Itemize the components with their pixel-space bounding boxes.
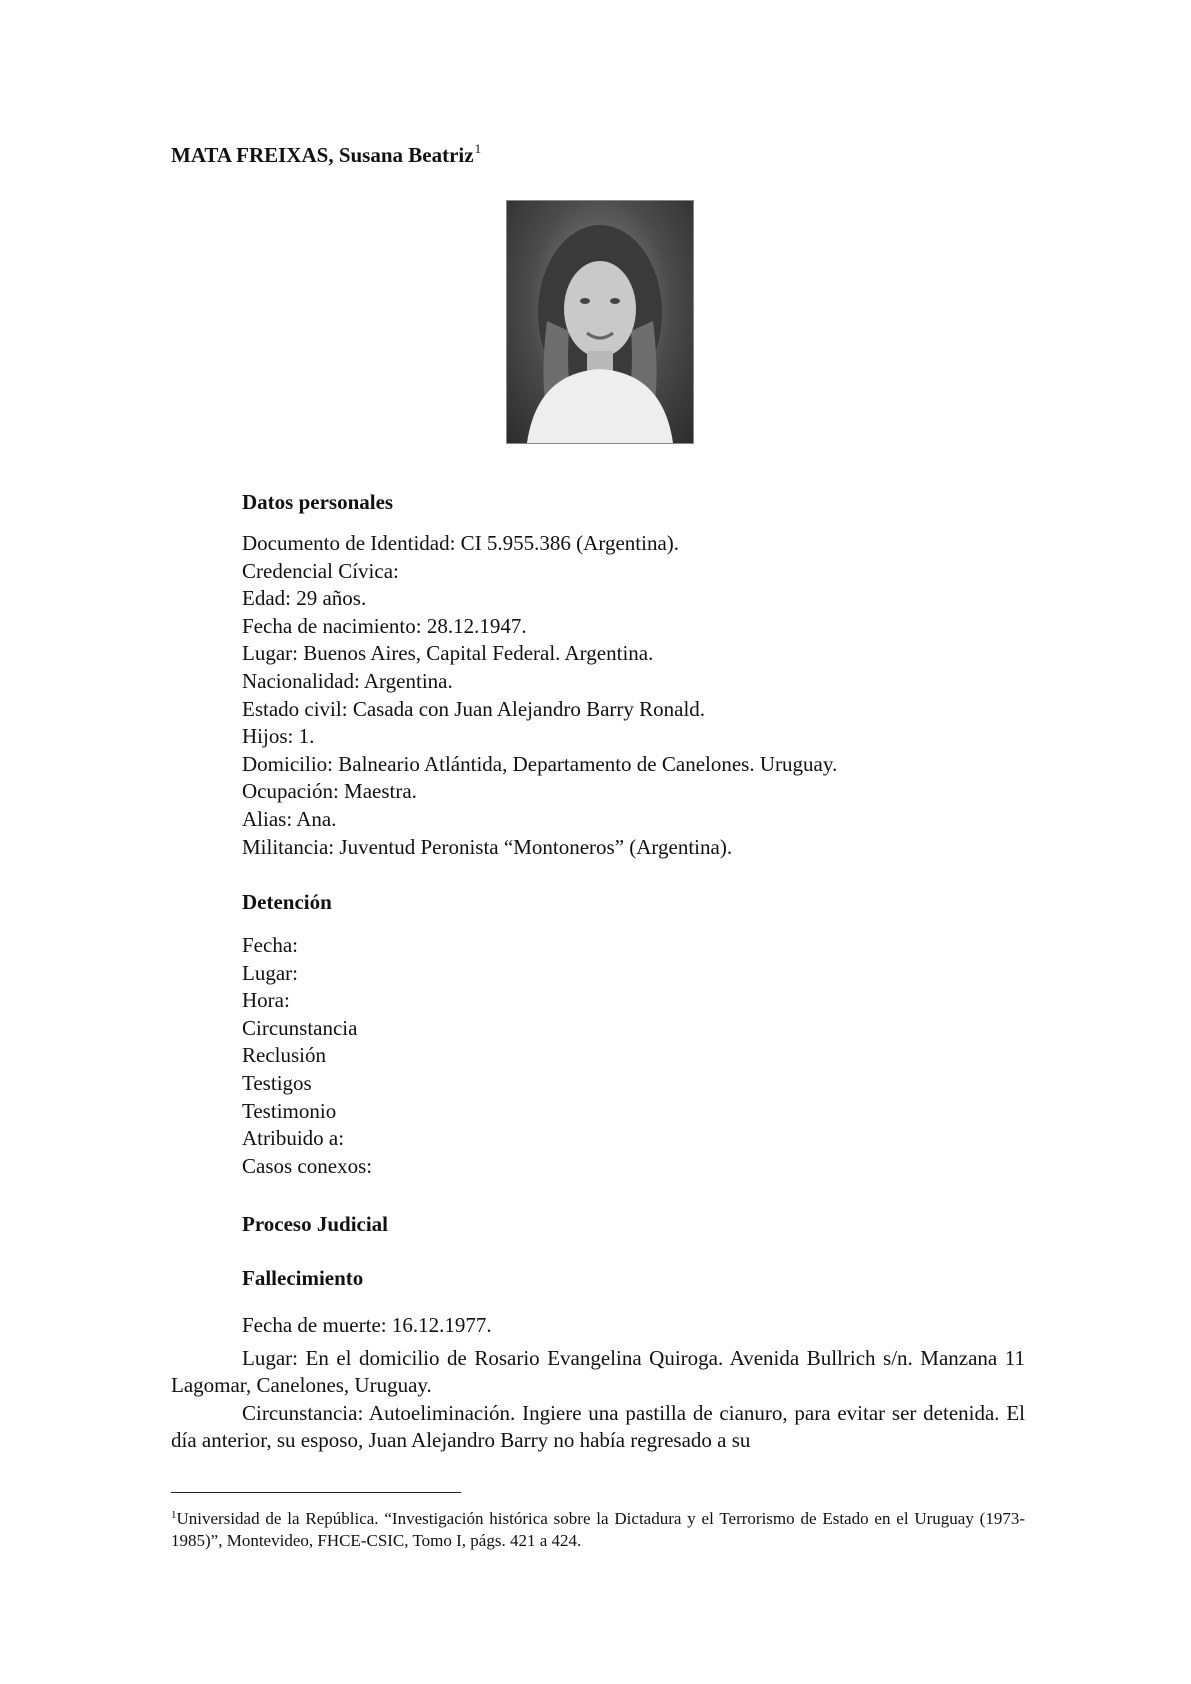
datos-line: Domicilio: Balneario Atlántida, Departamento de Canelones. Uruguay. xyxy=(242,751,838,776)
detencion-list xyxy=(242,932,372,1180)
detencion-line: Hora: xyxy=(242,988,290,1013)
circunstancia-paragraph: Circunstancia: Autoeliminación. Ingiere una pastilla de cianuro, para evitar ser detenida. El día anterior, su esposo, Juan Alejandro Barry no había regresado a su xyxy=(171,1401,1025,1452)
datos-line: Credencial Cívica: xyxy=(242,558,399,583)
detencion-line: Testigos xyxy=(242,1070,312,1095)
datos-line: Estado civil: Casada con Juan Alejandro Barry Ronald. xyxy=(242,696,706,721)
detencion-line: Fecha: xyxy=(242,933,298,957)
datos-personales-list xyxy=(242,530,837,861)
fecha-muerte xyxy=(242,1312,492,1340)
datos-line: Lugar: Buenos Aires, Capital Federal. Argentina. xyxy=(242,641,654,666)
section-heading-detencion: Detención xyxy=(242,890,332,914)
section-heading-fallecimiento: Fallecimiento xyxy=(242,1266,364,1290)
detencion-line: Atribuido a: xyxy=(242,1126,345,1151)
portrait-photo xyxy=(506,200,694,444)
datos-line: Militancia: Juventud Peronista “Montoneros” (Argentina). xyxy=(242,834,733,859)
footnote-number: 1 xyxy=(171,1509,177,1521)
datos-line: Edad: 29 años. xyxy=(242,586,367,611)
datos-line: Alias: Ana. xyxy=(242,806,337,831)
datos-line: Nacionalidad: Argentina. xyxy=(242,668,453,693)
page-title xyxy=(171,141,481,168)
detencion-line: Lugar: xyxy=(242,960,298,985)
footnote-divider xyxy=(171,1492,461,1493)
section-heading-proceso-judicial: Proceso Judicial xyxy=(242,1212,389,1236)
detencion-line: Circunstancia xyxy=(242,1015,358,1040)
datos-line: Documento de Identidad: CI 5.955.386 (Argentina). xyxy=(242,531,680,555)
detencion-line: Reclusión xyxy=(242,1043,326,1068)
datos-line: Ocupación: Maestra. xyxy=(242,779,417,804)
detencion-line: Casos conexos: xyxy=(242,1153,373,1178)
datos-line: Hijos: 1. xyxy=(242,724,315,749)
lugar-paragraph: Lugar: En el domicilio de Rosario Evangelina Quiroga. Avenida Bullrich s/n. Manzana 11 Lagomar, Canelones, Uruguay. xyxy=(171,1346,1025,1397)
footnote-text: Universidad de la República. “Investigación histórica sobre la Dictadura y el Terrorismo de Estado en el Uruguay (1973-1985)”, Montevideo, FHCE-CSIC, Tomo I, págs. 421 a 424. xyxy=(171,1509,1025,1550)
section-heading-datos-personales: Datos personales xyxy=(242,490,394,514)
datos-line: Fecha de nacimiento: 28.12.1947. xyxy=(242,613,527,638)
title-name: MATA FREIXAS, Susana Beatriz xyxy=(171,143,474,167)
footnote-ref: 1 xyxy=(474,141,482,156)
fecha-muerte-line: Fecha de muerte: 16.12.1977. xyxy=(242,1313,492,1337)
portrait-photo-icon xyxy=(507,201,693,443)
detencion-line: Testimonio xyxy=(242,1098,337,1123)
footnote xyxy=(171,1504,1025,1552)
